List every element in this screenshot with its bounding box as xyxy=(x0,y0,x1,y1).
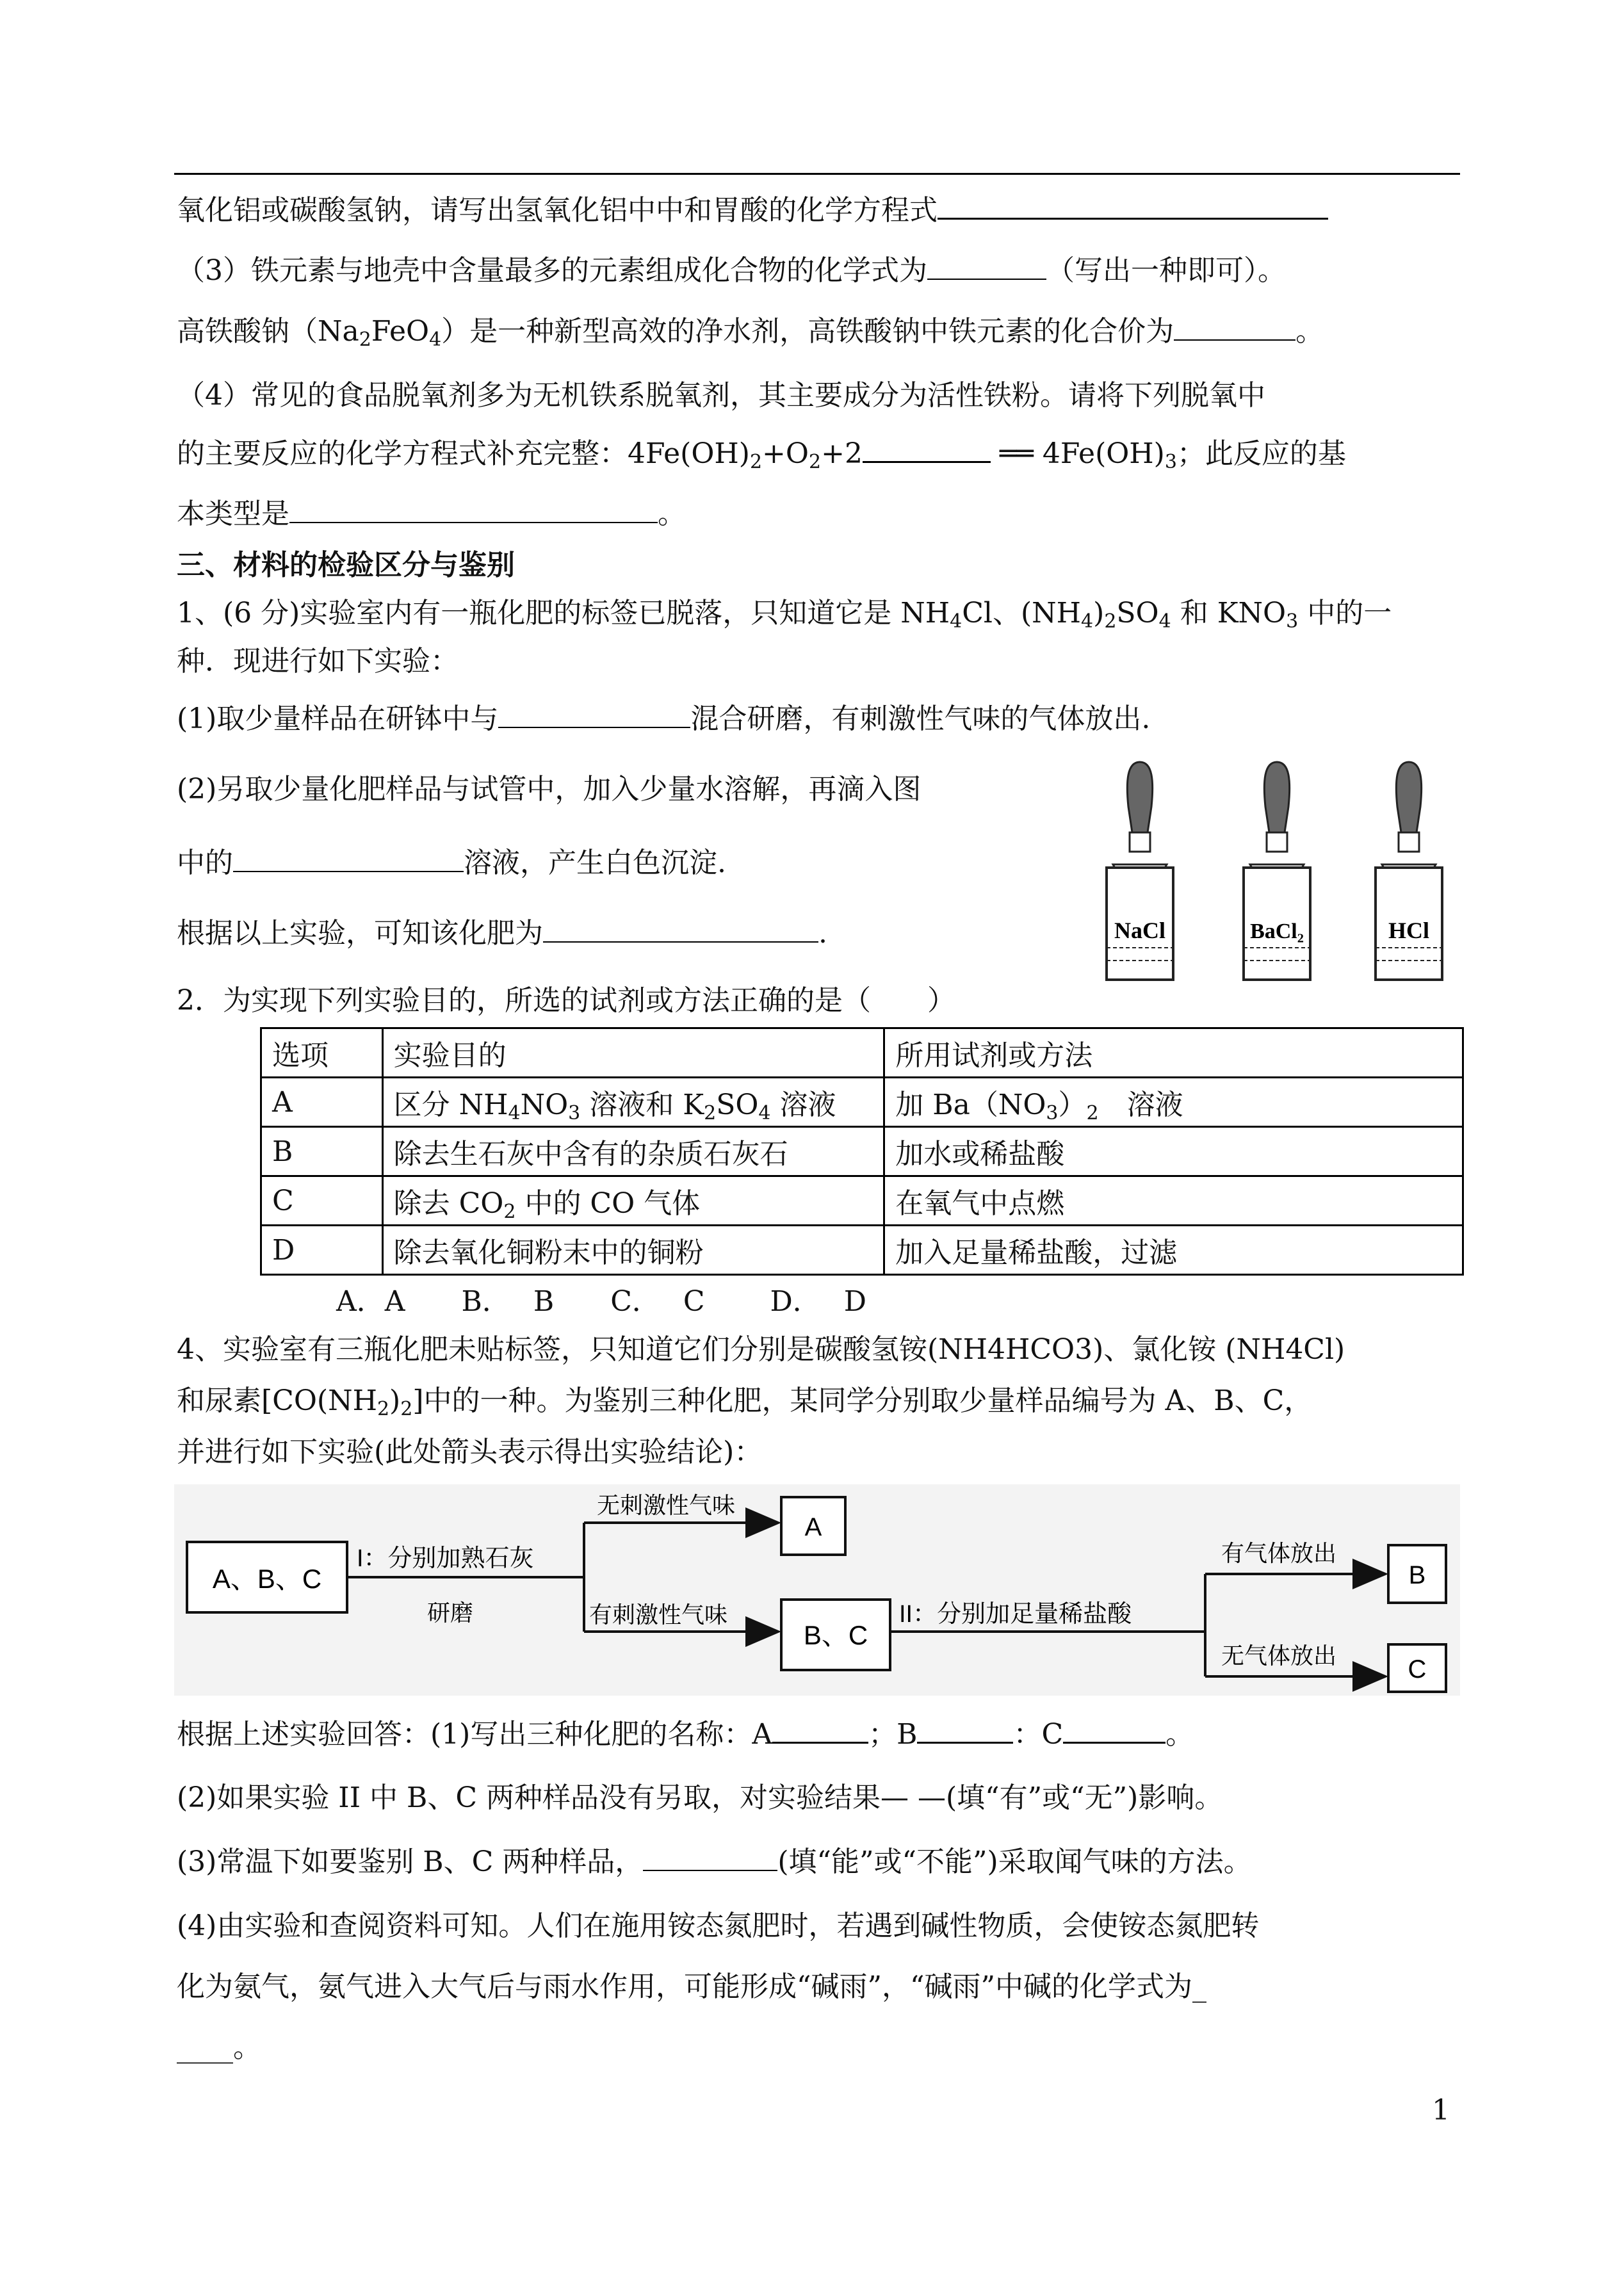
answer-choices: A．A B． B C． C D． D xyxy=(336,1285,867,1318)
step-label: II：分别加足量稀盐酸 xyxy=(899,1601,1132,1628)
table-header: 选项 xyxy=(261,1028,383,1078)
bottle-label: HCl xyxy=(1388,918,1430,943)
text-line: 氧化铝或碳酸氢钠，请写出氢氧化铝中中和胃酸的化学方程式 xyxy=(177,192,1328,229)
options-table xyxy=(260,1027,1464,1276)
header-rule xyxy=(174,173,1460,175)
text-line: （4）常见的食品脱氧剂多为无机铁系脱氧剂，其主要成分为活性铁粉。请将下列脱氧中 xyxy=(177,379,1265,412)
table-row xyxy=(261,1078,1463,1127)
table-cell: 加 $Ba(NO_3)_2$ 溶液 xyxy=(884,1078,1463,1127)
branch-label: 无刺激性气味 xyxy=(597,1492,736,1518)
branch-label: 有气体放出 xyxy=(1221,1540,1337,1566)
table-cell: 加水或稀盐酸 xyxy=(884,1127,1463,1176)
text-line: 和尿素$[CO(NH_2)_2]$中的一种。为鉴别三种化肥，某同学分别取少量样品编号为 A、B、C， xyxy=(177,1384,1313,1420)
branch-label: 有刺激性气味 xyxy=(589,1602,728,1628)
box-label: A、B、C xyxy=(212,1564,322,1594)
section-heading: 三、材料的检验区分与鉴别 xyxy=(177,549,515,581)
table-cell: D xyxy=(261,1226,383,1275)
answer-blank[interactable] xyxy=(917,1716,1013,1744)
step-label: 研磨 xyxy=(427,1600,474,1626)
page-number: 1 xyxy=(1432,2094,1450,2127)
text-line: (1)取少量样品在研钵中与 混合研磨，有刺激性气味的气体放出. xyxy=(177,702,1151,735)
text-line: ____。 xyxy=(177,2031,261,2064)
step-label: I：分别加熟石灰 xyxy=(357,1545,534,1572)
table-header: 实验目的 xyxy=(382,1028,884,1078)
answer-blank[interactable] xyxy=(938,192,1328,220)
table-header-row xyxy=(261,1028,1463,1078)
text-line: 高铁酸钠$(Na_2FeO_4)$是一种新型高效的净水剂，高铁酸钠中铁元素的化合价为 。 xyxy=(177,315,1324,351)
table-cell: A xyxy=(261,1078,383,1127)
text-line: 根据以上实验，可知该化肥为 . xyxy=(177,917,827,950)
answer-blank[interactable] xyxy=(772,1716,868,1744)
text-line: (4)由实验和查阅资料可知。人们在施用铵态氮肥时，若遇到碱性物质，会使铵态氮肥转 xyxy=(177,1910,1260,1942)
text-line: (2)如果实验 II 中 B、C 两种样品没有另取，对实验结果— —(填“有”或“无”)影响。 xyxy=(177,1781,1223,1814)
text-line: (2)另取少量化肥样品与试管中，加入少量水溶解，再滴入图 xyxy=(177,773,922,806)
dropper-bottle-bacl2 xyxy=(1244,762,1310,980)
text-line: (3)常温下如要鉴别 B、C 两种样品， (填“能”或“不能”)采取闻气味的方法。 xyxy=(177,1845,1252,1878)
box-label: B xyxy=(1408,1561,1426,1589)
text-line: 的主要反应的化学方程式补充完整：$4Fe(OH)_2+O_2+2$ ══ $4Fe(OH)_3$；此反应的基 xyxy=(177,435,1346,472)
answer-blank[interactable] xyxy=(1063,1716,1165,1744)
question-1: 1、(6 分)实验室内有一瓶化肥的标签已脱落，只知道它是 $NH_4Cl$、$(NH_4)_2SO_4$ 和 $KNO_3$ 中的一 xyxy=(177,597,1392,633)
table-cell: B xyxy=(261,1127,383,1176)
bottle-label: NaCl xyxy=(1114,918,1165,943)
text-line: 本类型是 。 xyxy=(177,498,686,530)
answer-blank[interactable] xyxy=(927,253,1046,280)
answer-blank[interactable] xyxy=(543,916,818,943)
text-line: （3）铁元素与地壳中含量最多的元素组成化合物的化学式为 （写出一种即可）。 xyxy=(177,254,1286,287)
branch-label: 无气体放出 xyxy=(1221,1642,1337,1669)
table-cell: 除去 $CO_2$ 中的 CO 气体 xyxy=(382,1176,884,1226)
table-cell: 区分 $NH_4NO_3$ 溶液和 $K_2SO_4$ 溶液 xyxy=(382,1078,884,1127)
box-label: B、C xyxy=(803,1620,868,1650)
answer-blank[interactable] xyxy=(643,1844,777,1871)
answer-blank[interactable] xyxy=(863,435,991,463)
table-cell: 在氧气中点燃 xyxy=(884,1176,1463,1226)
text-line: 并进行如下实验(此处箭头表示得出实验结论)： xyxy=(177,1436,763,1468)
question-4: 4、实验室有三瓶化肥未贴标签，只知道它们分别是碳酸氢铵(NH4HCO3)、氯化铵 (NH4Cl) xyxy=(177,1333,1345,1366)
table-cell: 除去氧化铜粉末中的铜粉 xyxy=(382,1226,884,1275)
table-row xyxy=(261,1226,1463,1275)
answer-blank[interactable] xyxy=(1174,314,1295,341)
box-label: A xyxy=(804,1513,822,1541)
table-row xyxy=(261,1176,1463,1226)
identification-flowchart xyxy=(174,1484,1460,1696)
answer-blank[interactable] xyxy=(233,845,464,872)
answer-blank[interactable] xyxy=(498,701,690,728)
bottle-label: BaCl₂ xyxy=(1250,920,1304,943)
table-header: 所用试剂或方法 xyxy=(884,1028,1463,1078)
table-cell: 除去生石灰中含有的杂质石灰石 xyxy=(382,1127,884,1176)
reagent-bottles-figure xyxy=(1101,756,1450,986)
table-cell: C xyxy=(261,1176,383,1226)
table-cell: 加入足量稀盐酸，过滤 xyxy=(884,1226,1463,1275)
question-2: 2．为实现下列实验目的，所选的试剂或方法正确的是（ ） xyxy=(177,984,955,1017)
text-line: 化为氨气，氨气进入大气后与雨水作用，可能形成“碱雨”，“碱雨”中碱的化学式为_ xyxy=(177,1970,1206,2003)
dropper-bottle-nacl xyxy=(1107,762,1173,980)
text-line: 根据上述实验回答：(1)写出三种化肥的名称：A ；B ：C 。 xyxy=(177,1716,1194,1753)
dropper-bottle-hcl xyxy=(1376,762,1442,980)
text-line: 中的 溶液，产生白色沉淀. xyxy=(177,847,726,879)
table-row xyxy=(261,1127,1463,1176)
text-line: 种．现进行如下实验： xyxy=(177,645,459,677)
answer-blank[interactable] xyxy=(289,496,658,523)
box-label: C xyxy=(1408,1655,1427,1683)
